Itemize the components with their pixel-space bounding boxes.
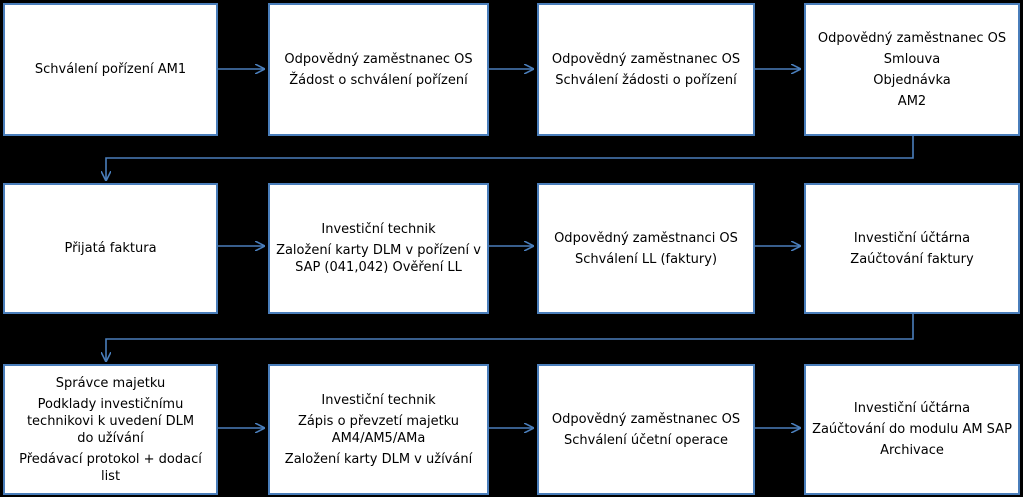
- box-text: Archivace: [880, 443, 944, 458]
- box-r3-c4: [804, 364, 1020, 495]
- box-text: Založení karty DLM v užívání: [284, 451, 473, 467]
- box-text: Objednávka: [873, 72, 951, 88]
- box-text: Zaúčtování do modulu AM SAP: [812, 422, 1012, 437]
- box-text: Schválení LL (faktury): [574, 251, 718, 267]
- box-text: Investiční technik: [321, 222, 436, 237]
- box-text: Předávací protokol + dodací list: [19, 451, 202, 484]
- box-text: Založení karty DLM v pořízení v SAP (041,042) Ověření LL: [276, 243, 481, 275]
- box-r1-c3: [537, 3, 755, 136]
- box-text: Investiční účtárna: [853, 230, 971, 246]
- box-text: Odpovědný zaměstnanec OS: [284, 51, 473, 67]
- box-r3-c2: [268, 364, 489, 495]
- box-text: Žádost o schválení pořízení: [289, 72, 468, 88]
- box-r1-c2: [268, 3, 489, 136]
- box-text: Odpovědný zaměstnanci OS: [554, 230, 738, 246]
- box-r2-c1: [3, 183, 218, 314]
- box-text: Schválení účetní operace: [563, 432, 729, 448]
- box-text: Odpovědný zaměstnanec OS: [551, 411, 741, 427]
- box-text: Zápis o převzetí majetku AM4/AM5/AMa: [297, 413, 460, 446]
- box-r3-c3: [537, 364, 755, 495]
- box-r3-c1: [3, 364, 218, 495]
- box-text: Investiční účtárna: [853, 401, 971, 416]
- box-r1-c1: [3, 3, 218, 136]
- connector-row1-row2: [106, 135, 913, 180]
- box-r2-c2: [268, 183, 489, 314]
- box-text: AM2: [897, 93, 927, 109]
- box-text: Správce majetku: [55, 375, 166, 391]
- box-text: Schválení pořízení AM1: [34, 62, 187, 77]
- box-text: Zaúčtování faktury: [850, 251, 974, 267]
- box-text: Přijatá faktura: [64, 241, 157, 256]
- box-text: Smlouva: [883, 51, 941, 67]
- box-text: Schválení žádosti o pořízení: [555, 72, 737, 88]
- box-r2-c3: [537, 183, 755, 314]
- box-r2-c4: [804, 183, 1020, 314]
- box-text: Odpovědný zaměstnanec OS: [817, 30, 1007, 46]
- box-text: Odpovědný zaměstnanec OS: [551, 51, 741, 67]
- box-text: Podklady investičnímu technikovi k uvedení DLM do užívání: [26, 396, 195, 446]
- connector-row2-row3: [106, 313, 913, 361]
- box-r1-c4: [804, 3, 1020, 136]
- box-text: Investiční technik: [321, 392, 436, 408]
